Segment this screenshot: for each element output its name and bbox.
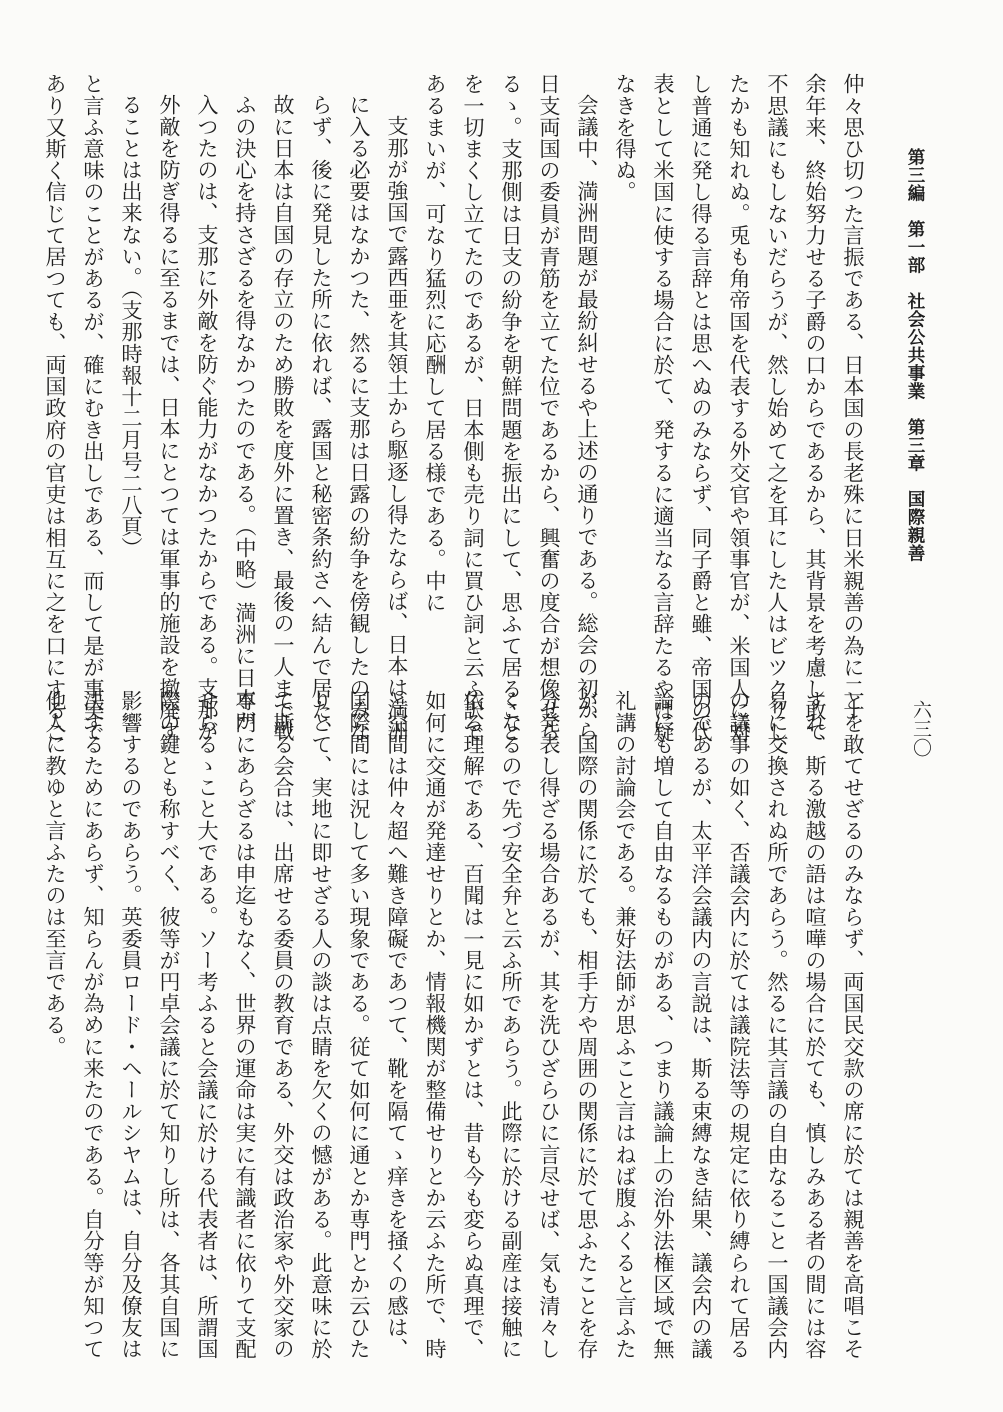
text-column: て斯る会合は、出席せる委員の教育である、外交は政治家や外交家の [271, 690, 296, 1360]
text-column: 専門にあらざるは申迄もなく、世界の運命は実に有識者に依りて支配 [233, 690, 258, 1360]
text-column: 論にも増して自由なるものがある、つまり議論上の治外法権区域で無 [651, 690, 676, 1360]
quote-column: ふの決心を持さざるを得なかつたのである。（中略）満洲に日本が [233, 94, 258, 732]
text-column: 際の鍵とも称すべく、彼等が円卓会議に於て知りし所は、各其自国に [157, 690, 182, 1360]
text-column: 礼講の討論会である。兼好法師が思ふこと言はねば腹ふくると言ふた [613, 690, 638, 1360]
text-column: 不思議にもしないだらうが、然し始めて之を耳にした人はビツクリし [765, 73, 790, 743]
text-column: 国際間には況して多い現象である。従て如何に通とか専門とか云ひた [347, 690, 372, 1360]
text-column: りとて、実地に即せざる人の談は点睛を欠くの憾がある。此意味に於 [309, 690, 334, 1360]
quote-column: 入つたのは、支那に外敵を防ぐ能力がなかつたからである。支那が [195, 94, 220, 742]
text-column: 如何に交通が発達せりとか、情報機関が整備せりとか云ふた所で、時 [423, 690, 448, 1360]
text-column: たかも知れぬ。兎も角帝国を代表する外交官や領事官が、米国人に対 [727, 73, 752, 743]
text-column: の議事の如く、否議会内に於ては議院法等の規定に依り縛られて居る [727, 690, 752, 1360]
text-column: すれ、斯る激越の語は喧嘩の場合に於ても、慎しみある者の間には容 [803, 690, 828, 1360]
text-column: 余年来、終始努力せる子爵の口からであるから、其背景を考慮し敢て [803, 73, 828, 743]
text-column: くなるので先づ安全弁と云ふ所であらう。此際に於ける副産は接触に [499, 690, 524, 1360]
quote-column: 外敵を防ぎ得るに至るまでは、日本にとつては軍事的施設を撤廃す [157, 94, 182, 742]
text-column: のであるが、太平洋会議内の言説は、斯る束縛なき結果、議会内の議 [689, 690, 714, 1360]
text-column: 会議中、満洲問題が最紛糾せるや上述の通りである。総会の初から [575, 94, 600, 742]
text-column: るゝ。支那側は日支の紛争を朝鮮問題を振出にして、思ふて居ること [499, 73, 524, 743]
upper-text-block [43, 73, 872, 743]
text-column: 決するためにあらず、知らんが為めに来たのである。自分等が知つて [81, 690, 106, 1360]
text-column: 依る理解である、百聞は一見に如かずとは、昔も今も変らぬ真理で、 [461, 690, 486, 1360]
text-column: を一切まくし立てたのであるが、日本側も売り詞に買ひ詞と云ふ訳で [461, 73, 486, 743]
text-column: し普通に発し得る言辞とは思へぬのみならず、同子爵と雖、帝国の代 [689, 73, 714, 743]
lower-text-block [43, 690, 872, 1360]
page-number: 六三〇 [910, 700, 932, 757]
text-column: 表として米国に使する場合に於て、発するに適当なる言辞たるやは疑 [651, 73, 676, 743]
text-column: とを敢てせざるのみならず、両国民交款の席に於ては親善を高唱こそ [841, 690, 866, 1360]
running-header: 第三編 第一部 社会公共事業 第三章 国際親善 [905, 148, 925, 562]
text-column: せらるゝこと大である。ソー考ふると会議に於ける代表者は、所謂国 [195, 690, 220, 1360]
quote-column: らず、後に発見した所に依れば、露国と秘密条約さへ結んで居た、 [309, 94, 334, 742]
quote-column: 支那が強国で露西亜を其領土から駆逐し得たならば、日本は満洲 [385, 115, 410, 742]
quote-column: に入る必要はなかつた、然るに支那は日露の紛争を傍観したのみな [347, 94, 372, 742]
text-column: 他人に教ゆと言ふたのは至言である。 [43, 690, 68, 1058]
text-column: と空間は仲々超へ難き障礙であつて、靴を隔てゝ痒きを掻くの感は、 [385, 690, 410, 1360]
text-column: が、国際の関係に於ても、相手方や周囲の関係に於て思ふたことを存 [575, 690, 600, 1360]
quote-column: ることは出来ない。（支那時報十二月号二八頁） [119, 94, 144, 559]
text-column: あるまいが、可なり猛烈に応酬して居る様である。中に [423, 73, 448, 613]
text-column: 日支両国の委員が青筋を立てた位であるから、興奮の度合が想像せら [537, 73, 562, 743]
text-column: なきを得ぬ。 [613, 73, 638, 203]
text-column: 影響するのであらう。英委員ロード・ヘールシヤムは、自分及僚友は [119, 690, 144, 1360]
text-column: と言ふ意味のことがあるが、確にむき出しである、而して是が事実で [81, 73, 106, 743]
text-column: 仲々思ひ切つた言振である、日本国の長老殊に日米親善の為に二十 [841, 73, 866, 721]
text-column: あり又斯く信じて居つても、両国政府の官吏は相互に之を口にするこ [43, 73, 68, 743]
text-column: 分発表し得ざる場合あるが、其を洗ひざらひに言尽せば、気も清々し [537, 690, 562, 1360]
text-column: 易に交換されぬ所であらう。然るに其言議の自由なること一国議会内 [765, 690, 790, 1360]
quote-column: 故に日本は自国の存立のため勝敗を度外に置き、最後の一人まで戦 [271, 94, 296, 742]
